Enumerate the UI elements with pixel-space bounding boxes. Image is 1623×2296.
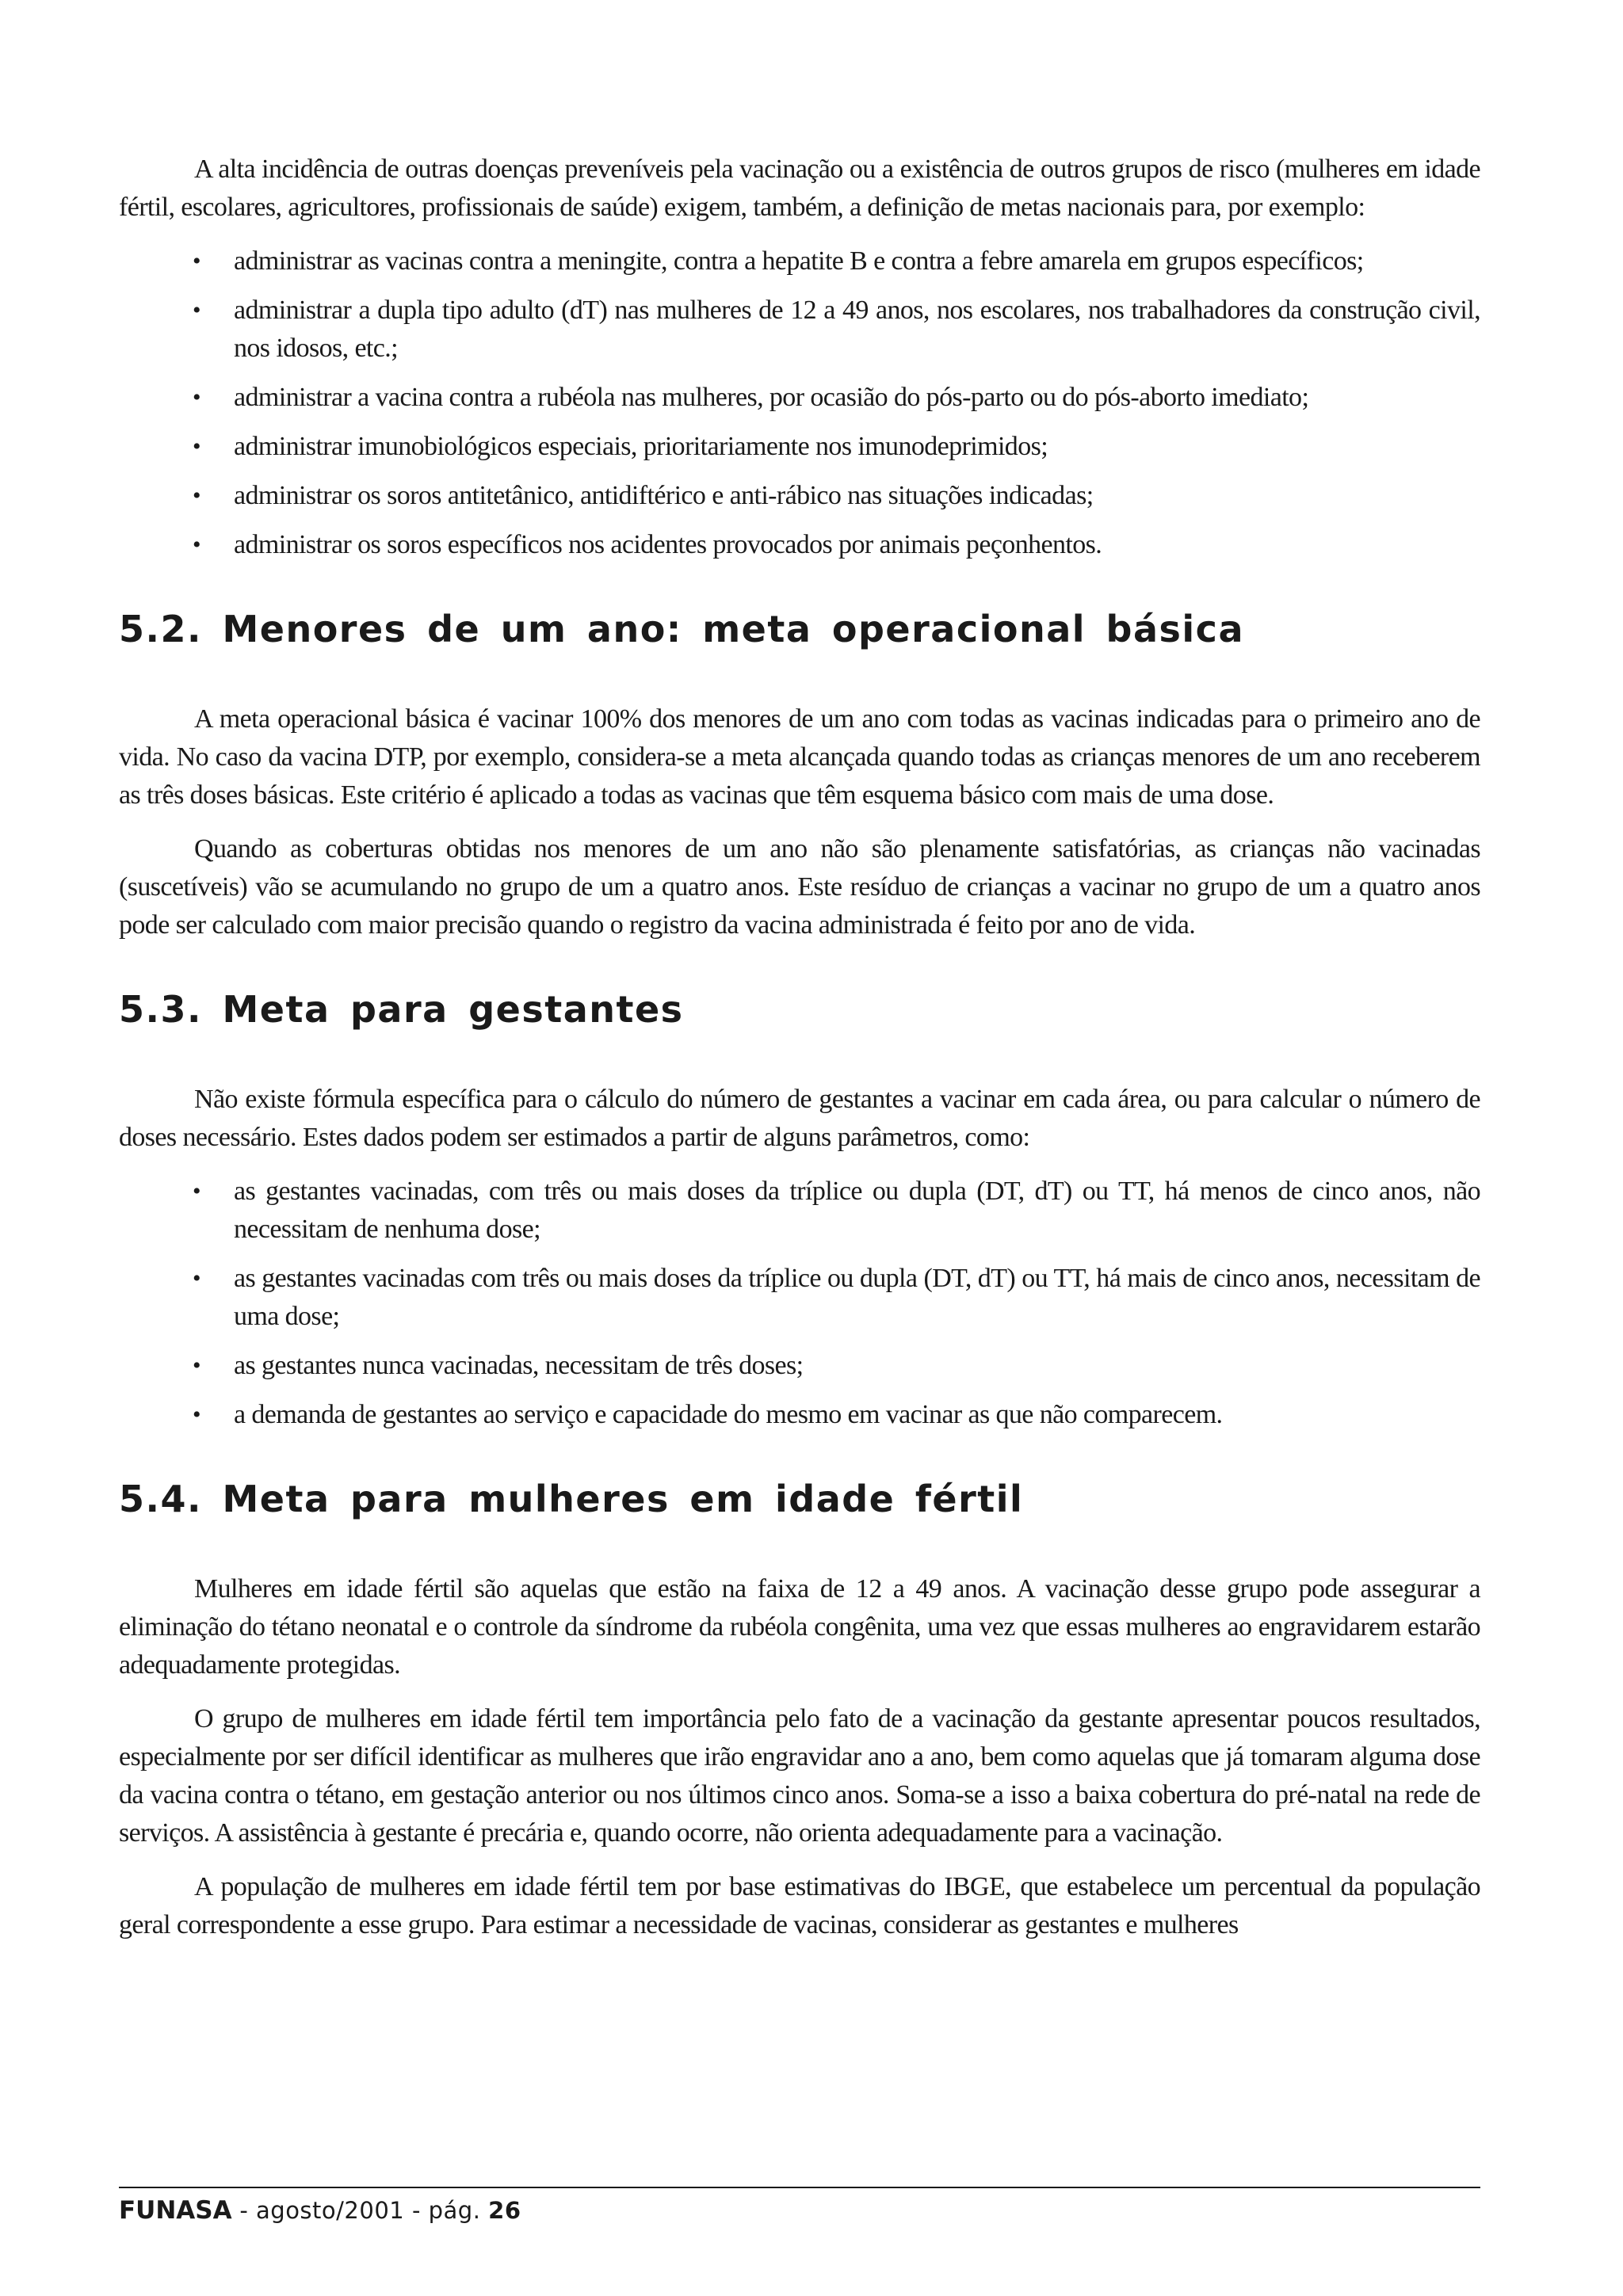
list-item bbox=[119, 1173, 1480, 1249]
footer-brand: FUNASA bbox=[119, 2196, 232, 2225]
list-item-text: administrar as vacinas contra a meningite, contra a hepatite B e contra a febre amarela em grupos específicos; bbox=[234, 246, 1364, 276]
page-number: 26 bbox=[488, 2197, 521, 2224]
bullet-icon: • bbox=[193, 297, 200, 323]
section-heading-5-2: 5.2. Menores de um ano: meta operacional básica bbox=[119, 608, 1244, 650]
bullet-icon: • bbox=[193, 1178, 200, 1204]
bullet-icon: • bbox=[193, 384, 200, 410]
list-item-text: administrar os soros antitetânico, antidiftérico e anti-rábico nas situações indicadas; bbox=[234, 481, 1094, 510]
intro-bullet-list bbox=[119, 242, 1480, 564]
list-item bbox=[119, 1347, 1480, 1385]
bullet-icon: • bbox=[193, 1265, 200, 1291]
document-page bbox=[119, 151, 1480, 1960]
list-item-text: administrar a vacina contra a rubéola nas mulheres, por ocasião do pós-parto ou do pós-aborto imediato; bbox=[234, 383, 1309, 412]
section-heading-5-3: 5.3. Meta para gestantes bbox=[119, 988, 684, 1031]
section-5-3-bullet-list bbox=[119, 1173, 1480, 1434]
section-5-4-paragraph: O grupo de mulheres em idade fértil tem importância pelo fato de a vacinação da gestante apresentar poucos resultados, especialmente por ser difícil identificar as mulheres que irão engravidar ano a ano, bem como aquelas que já tomaram alguma dose da vacina contra o tétano, em gestação anterior ou nos últimos cinco anos. Soma-se a isso a baixa cobertura do pré-natal na rede de serviços. A assistência à gestante é precária e, quando ocorre, não orienta adequadamente para a vacinação. bbox=[119, 1704, 1480, 1848]
list-item-text: as gestantes vacinadas com três ou mais doses da tríplice ou dupla (DT, dT) ou TT, há mais de cinco anos, necessitam de uma dose; bbox=[234, 1264, 1480, 1331]
list-item-text: administrar os soros específicos nos acidentes provocados por animais peçonhentos. bbox=[234, 530, 1102, 559]
list-item bbox=[119, 428, 1480, 466]
list-item bbox=[119, 1260, 1480, 1336]
section-5-4-paragraph: A população de mulheres em idade fértil tem por base estimativas do IBGE, que estabelece um percentual da população geral correspondente a esse grupo. Para estimar a necessidade de vacinas, considerar as gestantes e mulheres bbox=[119, 1872, 1480, 1939]
intro-paragraph: A alta incidência de outras doenças preveníveis pela vacinação ou a existência de outros grupos de risco (mulheres em idade fértil, escolares, agricultores, profissionais de saúde) exigem, também, a definição de metas nacionais para, por exemplo: bbox=[119, 154, 1480, 222]
page-footer bbox=[119, 2196, 521, 2225]
bullet-icon: • bbox=[193, 482, 200, 509]
footer-divider bbox=[119, 2187, 1480, 2188]
bullet-icon: • bbox=[193, 248, 200, 274]
bullet-icon: • bbox=[193, 1402, 200, 1428]
list-item-text: administrar a dupla tipo adulto (dT) nas mulheres de 12 a 49 anos, nos escolares, nos trabalhadores da construção civil, nos idosos, etc.; bbox=[234, 296, 1480, 363]
list-item bbox=[119, 379, 1480, 417]
section-5-2-paragraph: A meta operacional básica é vacinar 100% dos menores de um ano com todas as vacinas indicadas para o primeiro ano de vida. No caso da vacina DTP, por exemplo, considera-se a meta alcançada quando todas as crianças menores de um ano receberem as três doses básicas. Este critério é aplicado a todas as vacinas que têm esquema básico com mais de uma dose. bbox=[119, 704, 1480, 810]
section-5-4-paragraph: Mulheres em idade fértil são aquelas que estão na faixa de 12 a 49 anos. A vacinação desse grupo pode assegurar a eliminação do tétano neonatal e o controle da síndrome da rubéola congênita, uma vez que essas mulheres ao engravidarem estarão adequadamente protegidas. bbox=[119, 1574, 1480, 1680]
list-item-text: as gestantes vacinadas, com três ou mais doses da tríplice ou dupla (DT, dT) ou TT, há menos de cinco anos, não necessitam de nenhuma dose; bbox=[234, 1177, 1480, 1244]
section-5-2-paragraph: Quando as coberturas obtidas nos menores de um ano não são plenamente satisfatórias, as crianças não vacinadas (suscetíveis) vão se acumulando no grupo de um a quatro anos. Este resíduo de crianças a vacinar no grupo de um a quatro anos pode ser calculado com maior precisão quando o registro da vacina administrada é feito por ano de vida. bbox=[119, 834, 1480, 940]
section-heading-5-4: 5.4. Meta para mulheres em idade fértil bbox=[119, 1478, 1024, 1520]
list-item bbox=[119, 477, 1480, 515]
footer-date: - agosto/2001 - pág. bbox=[231, 2197, 489, 2224]
bullet-icon: • bbox=[193, 532, 200, 558]
list-item-text: administrar imunobiológicos especiais, prioritariamente nos imunodeprimidos; bbox=[234, 432, 1048, 461]
bullet-icon: • bbox=[193, 1352, 200, 1379]
list-item-text: a demanda de gestantes ao serviço e capacidade do mesmo em vacinar as que não comparecem. bbox=[234, 1400, 1223, 1429]
bullet-icon: • bbox=[193, 433, 200, 460]
list-item bbox=[119, 526, 1480, 564]
section-5-3-paragraph: Não existe fórmula específica para o cálculo do número de gestantes a vacinar em cada área, ou para calcular o número de doses necessário. Estes dados podem ser estimados a partir de alguns parâmetros, como: bbox=[119, 1085, 1480, 1152]
list-item bbox=[119, 242, 1480, 280]
list-item-text: as gestantes nunca vacinadas, necessitam de três doses; bbox=[234, 1351, 804, 1380]
list-item bbox=[119, 292, 1480, 368]
list-item bbox=[119, 1396, 1480, 1434]
